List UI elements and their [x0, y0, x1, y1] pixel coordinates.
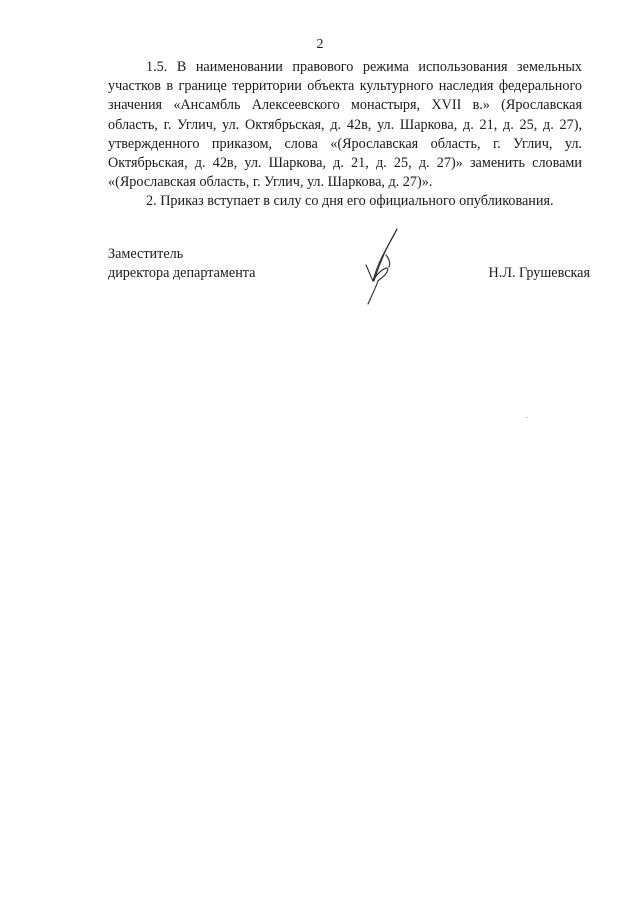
document-body [108, 58, 582, 212]
page-number: 2 [316, 37, 324, 52]
signer-title [108, 245, 255, 283]
signer-title-line-1: Заместитель [108, 246, 184, 262]
paragraph-1-5: 1.5. В наименовании правового режима использования земельных участков в границе территории объекта культурного наследия федерального значения «Ансамбль Алексеевского монастыря, XVII в.» (Ярославская область, г. Углич, ул. Октябрьская, д. 42в, ул. Шаркова, д. 21, д. 25, д. 27), утвержденного приказом, слова «(Ярославская область, г. Углич, ул. Октябрьская, д. 42в, ул. Шаркова, д. 21, д. 25, д. 27)» заменить словами «(Ярославская область, г. Углич, ул. Шаркова, д. 27)». [108, 59, 582, 191]
paragraph-2: 2. Приказ вступает в силу со дня его официального опубликования. [146, 193, 554, 210]
handwritten-signature [356, 225, 408, 305]
scan-artifact-dot [526, 417, 528, 418]
signature-block [108, 245, 590, 305]
signer-title-line-2: директора департамента [108, 265, 256, 281]
signer-name: Н.Л. Грушевская [488, 265, 590, 281]
